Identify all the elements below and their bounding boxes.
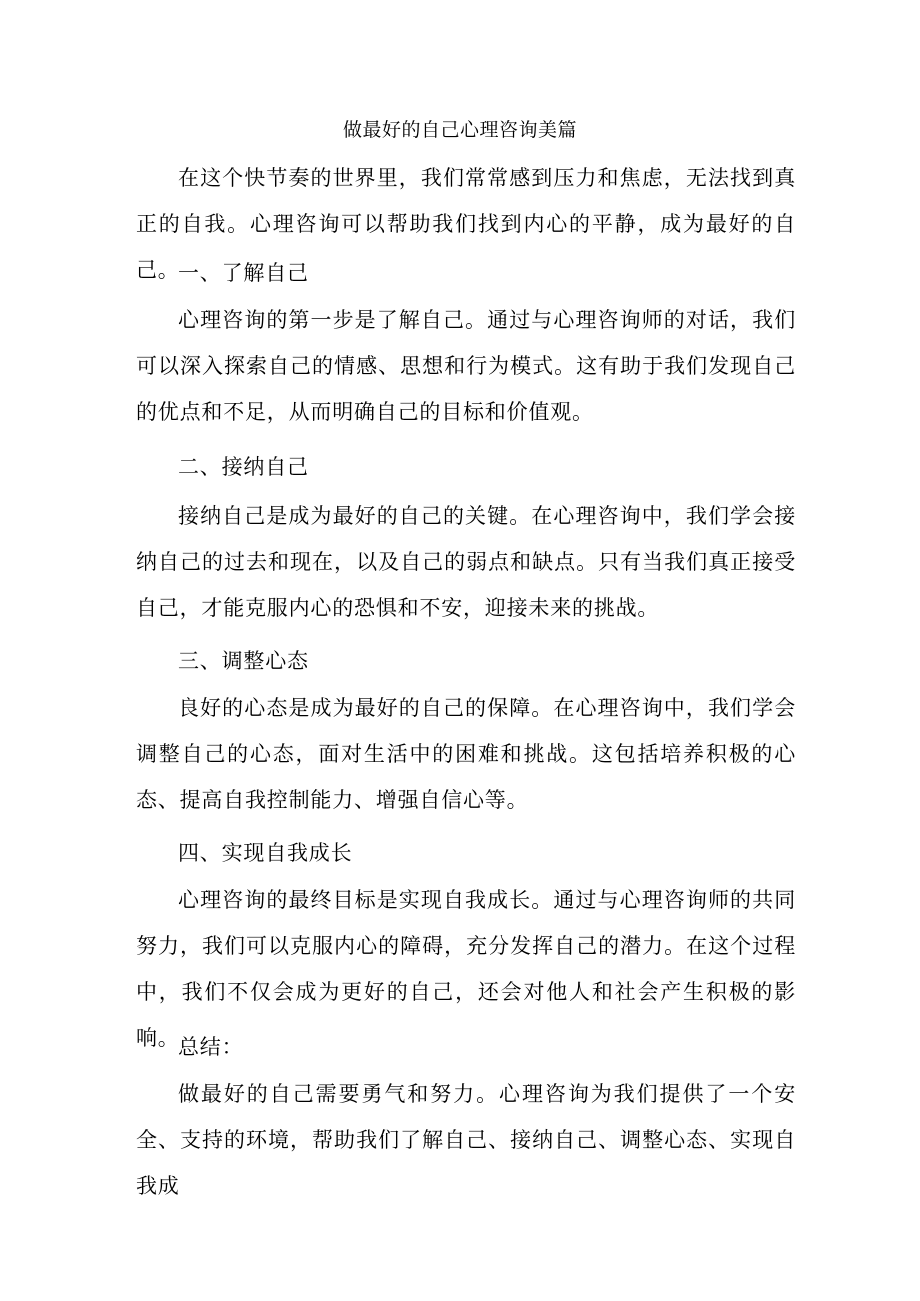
- section-heading-1: 一、了解自己: [178, 261, 309, 285]
- section-text-3: 良好的心态是成为最好的自己的保障。在心理咨询中，我们学会调整自己的心态，面对生活中的困难和挑战。这包括培养积极的心态、提高自我控制能力、增强自信心等。: [136, 696, 796, 812]
- section-heading-4: 四、实现自我成长: [178, 841, 353, 865]
- intro-text: 在这个快节奏的世界里，我们常常感到压力和焦虑，无法找到真正的自我。心理咨询可以帮助我们找到内心的平静，成为最好的自己。: [136, 166, 796, 282]
- document-title: 做最好的自己心理咨询美篇: [342, 119, 577, 141]
- section-body-1: [136, 297, 796, 435]
- section-text-4: 心理咨询的最终目标是实现自我成长。通过与心理咨询师的共同努力，我们可以克服内心的障碍，充分发挥自己的潜力。在这个过程中，我们不仅会成为更好的自己，还会对他人和社会产生积极的影响。: [136, 888, 796, 1050]
- section-text-2: 接纳自己是成为最好的自己的关键。在心理咨询中，我们学会接纳自己的过去和现在，以及自己的弱点和缺点。只有当我们真正接受自己，才能克服内心的恐惧和不安，迎接未来的挑战。: [136, 504, 796, 620]
- summary-heading: 总结：: [178, 1035, 244, 1059]
- section-heading-3: 三、调整心态: [178, 649, 309, 673]
- section-body-2: [136, 493, 796, 631]
- section-body-3: [136, 685, 796, 823]
- section-heading-2: 二、接纳自己: [178, 455, 309, 479]
- section-text-1: 心理咨询的第一步是了解自己。通过与心理咨询师的对话，我们可以深入探索自己的情感、思想和行为模式。这有助于我们发现自己的优点和不足，从而明确自己的目标和价值观。: [136, 308, 796, 424]
- summary-body: [136, 1071, 796, 1209]
- summary-text: 做最好的自己需要勇气和努力。心理咨询为我们提供了一个安全、支持的环境，帮助我们了解自己、接纳自己、调整心态、实现自我成: [136, 1082, 796, 1198]
